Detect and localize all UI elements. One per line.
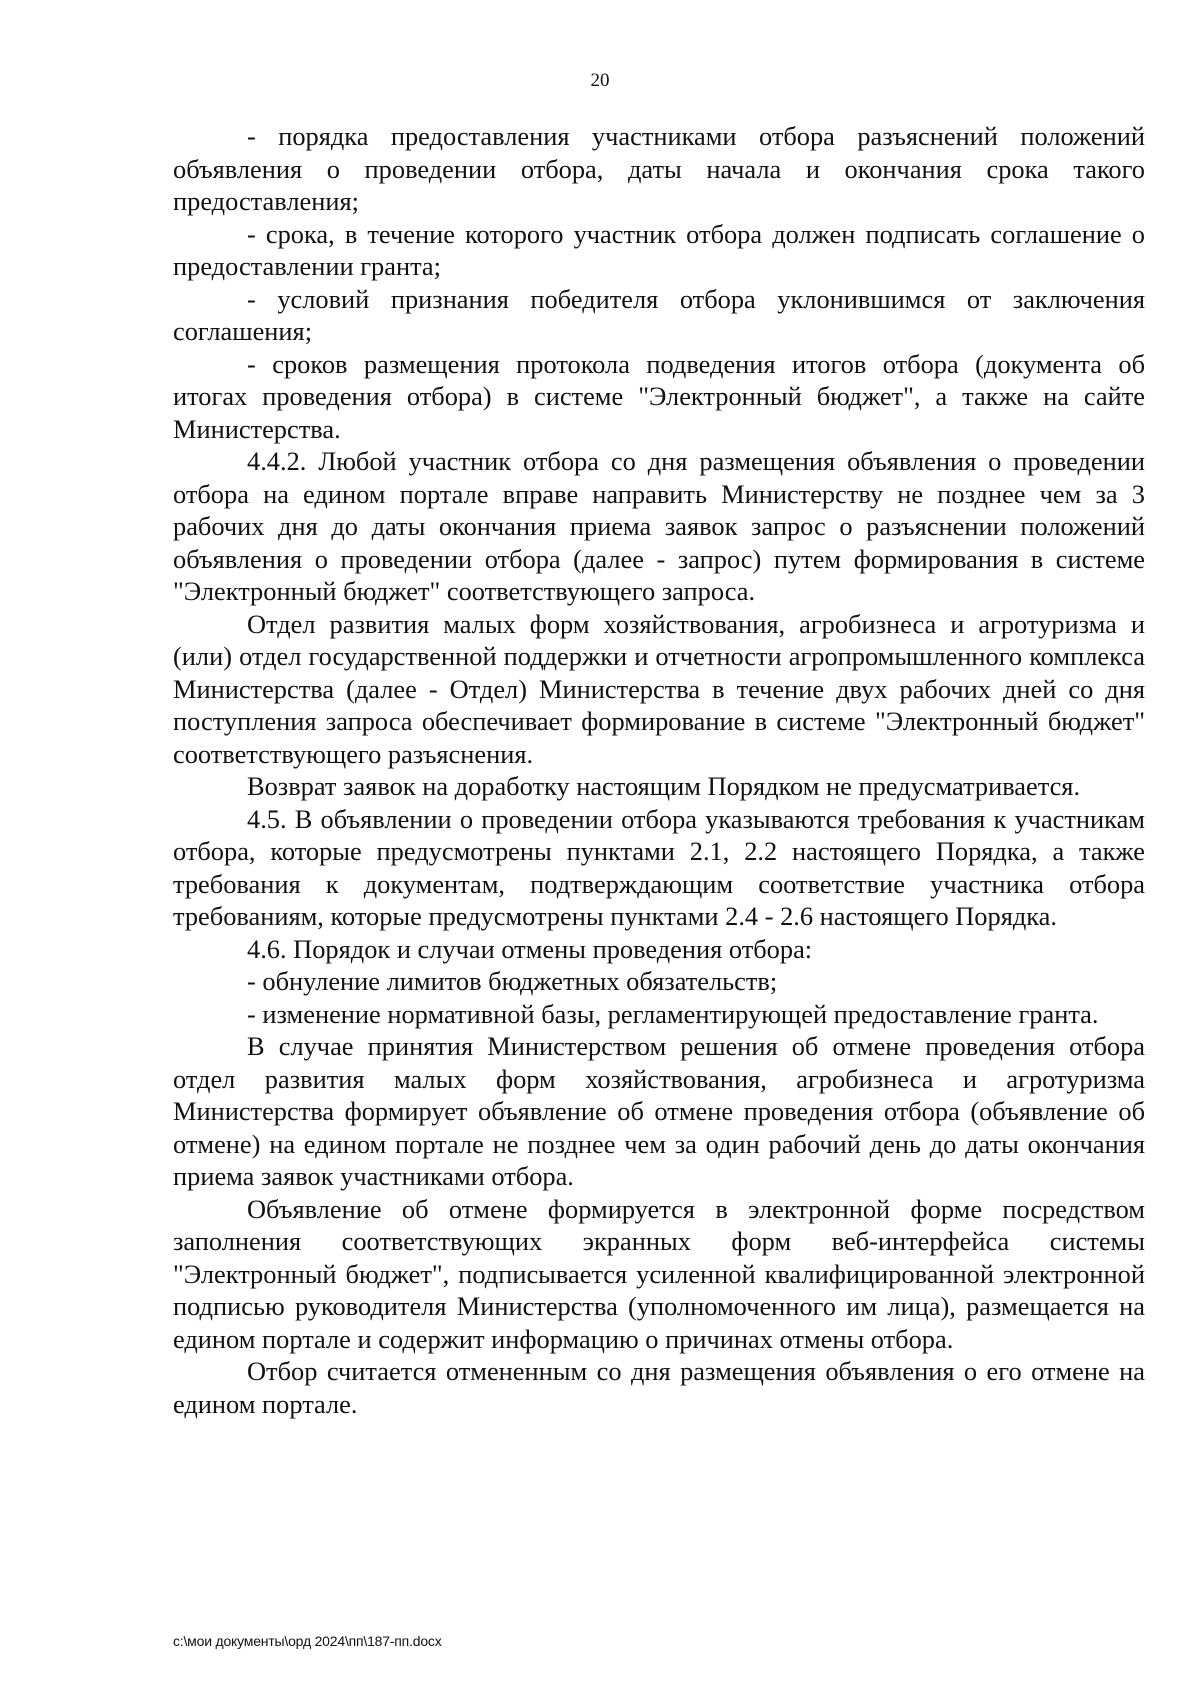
paragraph: 4.5. В объявлении о проведении отбора указываются требования к участникам отбора, которые предусмотрены пунктами 2.1, 2.2 настоящего Порядка, а также требования к документам, подтверждающим соответствие участника отбора требованиям, которые предусмотрены пунктами 2.4 - 2.6 настоящего Порядка. [173,803,1145,931]
footer-file-path: c:\мои документы\орд 2024\пп\187-пп.docx [173,1633,442,1649]
paragraph: - изменение нормативной базы, регламентирующей предоставление гранта. [247,998,1099,1029]
paragraph: - порядка предоставления участниками отбора разъяснений положений объявления о проведении отбора, даты начала и окончания срока такого предоставления; [173,121,1145,216]
paragraph: Отбор считается отмененным со дня размещения объявления о его отмене на едином портале. [173,1356,1145,1419]
document-body [173,120,1145,1420]
paragraph: В случае принятия Министерством решения об отмене проведения отбора отдел развития малых форм хозяйствования, агробизнеса и агротуризма Министерства формирует объявление об отмене проведения отбора (объявление об отмене) на едином портале не позднее чем за один рабочий день до даты окончания приема заявок участниками отбора. [173,1031,1145,1191]
page-number: 20 [590,70,610,91]
paragraph: Возврат заявок на доработку настоящим Порядком не предусматривается. [247,771,1081,801]
paragraph: Отдел развития малых форм хозяйствования, агробизнеса и агротуризма и (или) отдел государственной поддержки и отчетности агропромышленного комплекса Министерства (далее - Отдел) Министерства в течение двух рабочих дней со дня поступления запроса обеспечивает формирование в системе "Электронный бюджет" соответствующего разъяснения. [173,608,1145,769]
paragraph: - срока, в течение которого участник отбора должен подписать соглашение о предоставлении гранта; [173,218,1145,281]
paragraph: - сроков размещения протокола подведения итогов отбора (документа об итогах проведения отбора) в системе "Электронный бюджет", а также на сайте Министерства. [173,348,1145,444]
paragraph: Объявление об отмене формируется в электронной форме посредством заполнения соответствующих экранных форм веб-интерфейса системы "Электронный бюджет", подписывается усиленной квалифицированной электронной подписью руководителя Министерства (уполномоченного им лица), размещается на едином портале и содержит информацию о причинах отмены отбора. [173,1193,1145,1354]
paragraph: 4.4.2. Любой участник отбора со дня размещения объявления о проведении отбора на едином портале вправе направить Министерству не позднее чем за 3 рабочих дня до даты окончания приема заявок запрос о разъяснении положений объявления о проведении отбора (далее - запрос) путем формирования в системе "Электронный бюджет" соответствующего запроса. [173,446,1145,606]
paragraph: 4.6. Порядок и случаи отмены проведения отбора: [247,933,813,964]
paragraph: - условий признания победителя отбора уклонившимся от заключения соглашения; [173,283,1145,346]
paragraph: - обнуление лимитов бюджетных обязательств; [247,966,778,996]
